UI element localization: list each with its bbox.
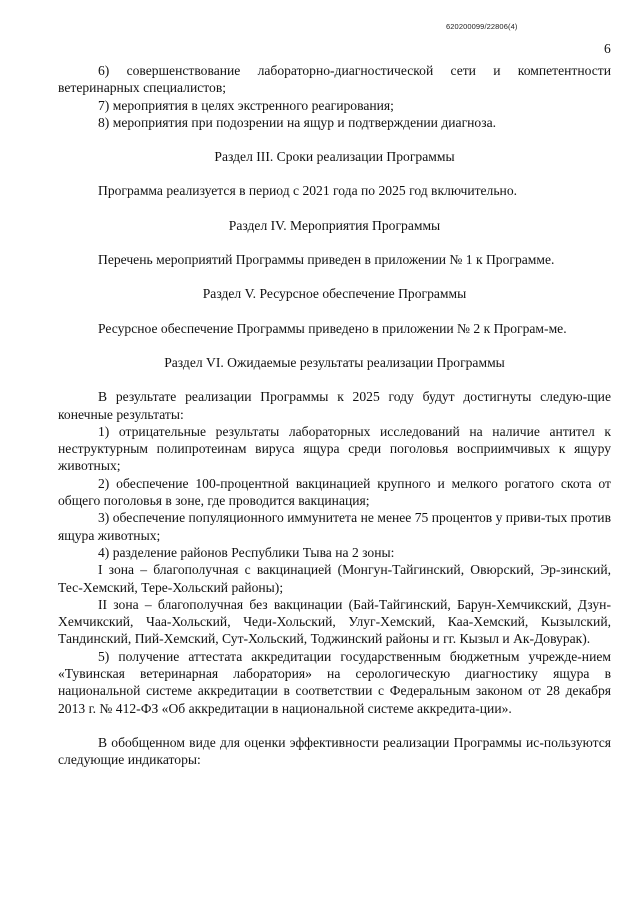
page-number: 6 — [604, 41, 611, 56]
result-2: 2) обеспечение 100-процентной вакцинацией крупного и мелкого рогатого скота от общего поголовья в зоне, где проводится вакцинация; — [58, 475, 611, 509]
result-3: 3) обеспечение популяционного иммунитета не менее 75 процентов у приви-тых против ящура животных; — [58, 510, 611, 543]
document-code: 620200099/22806(4) — [446, 22, 518, 31]
section-3-text: Программа реализуется в период с 2021 года по 2025 год включительно. — [98, 183, 518, 199]
section-6-title: Раздел VI. Ожидаемые результаты реализации Программы — [164, 354, 505, 370]
zone-1: I зона – благополучная с вакцинацией (Монгун-Тайгинский, Овюрский, Эр-зинский, Тес-Хемский, Тере-Хольский районы); — [58, 562, 611, 595]
list-item-8: 8) мероприятия при подозрении на ящур и подтверждении диагноза. — [98, 114, 497, 130]
zone-2: II зона – благополучная без вакцинации (Бай-Тайгинский, Барун-Хемчикский, Дзун-Хемчикский, Чаа-Хольский, Чеди-Хольский, Улуг-Хемский, Каа-Хемский, Кызылский, Тандинский, Пий-Хемский, Сут-Хольский, Тоджинский районы и гг. Кызыл и Ак-Довурак). — [58, 596, 611, 647]
final-paragraph: В обобщенном виде для оценки эффективности реализации Программы ис-пользуются следующие индикаторы: — [58, 734, 611, 768]
list-item-7: 7) мероприятия в целях экстренного реагирования; — [98, 97, 394, 113]
list-item-6: 6) совершенствование лабораторно-диагностической сети и компетентности ветеринарных специалистов; — [58, 63, 611, 96]
section-4-title: Раздел IV. Мероприятия Программы — [228, 217, 441, 233]
section-3-title: Раздел III. Сроки реализации Программы — [214, 149, 455, 165]
section-5-text: Ресурсное обеспечение Программы приведено в приложении № 2 к Програм-ме. — [98, 320, 567, 336]
result-4: 4) разделение районов Республики Тыва на 2 зоны: — [98, 544, 395, 560]
section-4-text: Перечень мероприятий Программы приведен в приложении № 1 к Программе. — [98, 252, 555, 268]
section-6-intro: В результате реализации Программы к 2025 году будут достигнуты следую-щие конечные результаты: — [58, 389, 611, 422]
result-5: 5) получение аттестата аккредитации государственным бюджетным учрежде-нием «Тувинская ветеринарная лаборатория» на серологическую диагностику ящура в национальной системе аккредитации в соответствии с Федеральным законом от 28 декабря 2013 г. № 412-ФЗ «Об аккредитации в национальной системе аккредита-ции». — [58, 648, 611, 716]
section-5-title: Раздел V. Ресурсное обеспечение Программы — [202, 286, 467, 302]
result-1: 1) отрицательные результаты лабораторных исследований на наличие антител к неструктурным полипротеинам вируса ящура среди поголовья восприимчивых к ящуру животных; — [58, 423, 611, 474]
document-body — [58, 62, 611, 769]
